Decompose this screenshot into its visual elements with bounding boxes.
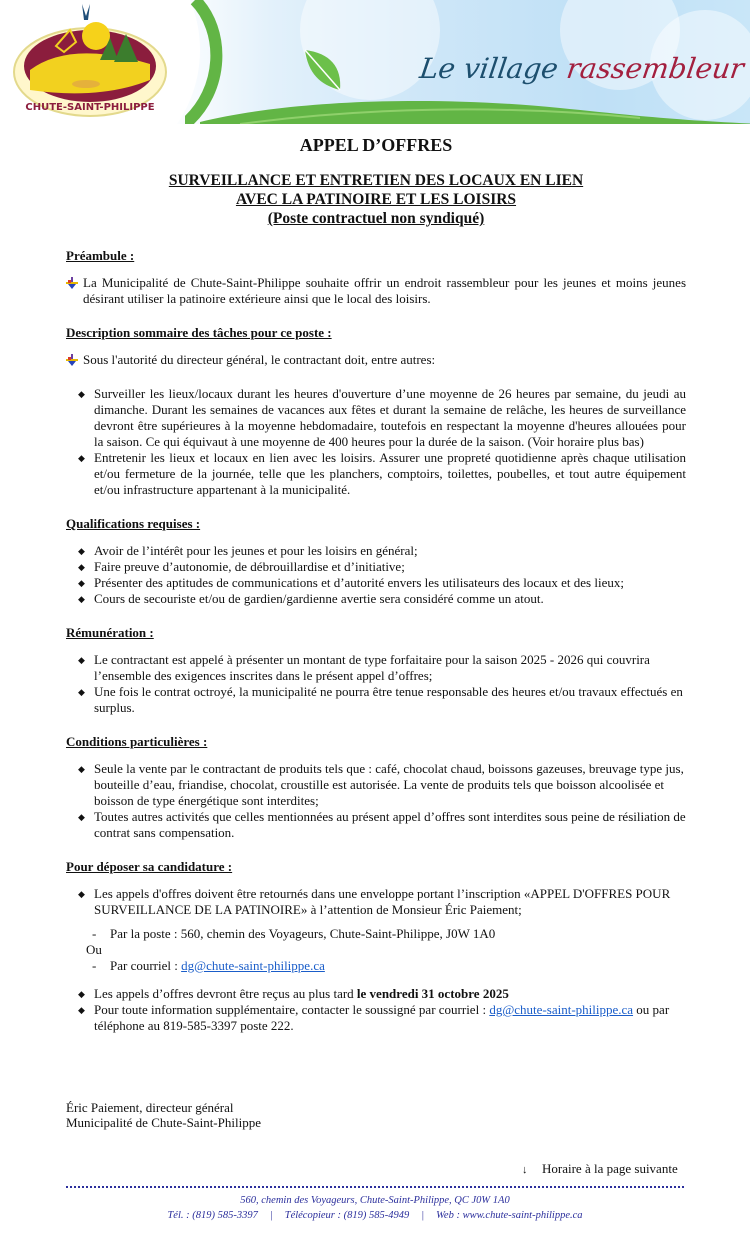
diamond-bullet-icon: ◆	[78, 889, 85, 899]
list-item: ◆ Présenter des aptitudes de communications et d’autorité envers les utilisateurs des locaux et des lieux;	[78, 575, 624, 590]
diamond-bullet-icon: ◆	[78, 812, 85, 822]
list-item: ◆ Entretenir les lieux et locaux en lien avec les loisirs. Assurer une propreté quotidienne après chaque utilisation et/ou fermeture de la journée, telle que les planchers, comptoirs, toilettes, poubelles, et tout autre équipement et/ou infrastructure appartenant à la municipalité.	[78, 450, 686, 497]
candidature-list	[78, 886, 686, 918]
document-body	[66, 130, 686, 1034]
arrow-bullet-icon	[66, 275, 83, 307]
info-email-link[interactable]: dg@chute-saint-philippe.ca	[489, 1002, 634, 1017]
subtitle-line-3: (Poste contractuel non syndiqué)	[267, 210, 485, 227]
footer-address: 560, chemin des Voyageurs, Chute-Saint-Philippe, QC J0W 1A0	[240, 1195, 510, 1206]
diamond-bullet-icon: ◆	[78, 389, 85, 399]
list-item: ◆ Les appels d'offres doivent être retournés dans une enveloppe portant l’inscription «APPEL D'OFFRES POUR SURVEILLANCE DE LA PATINOIRE» à l’attention de Monsieur Éric Paiement;	[78, 886, 671, 917]
footer-fax: Télécopieur : (819) 585-4949	[284, 1210, 410, 1221]
list-item: ◆ Avoir de l’intérêt pour les jeunes et pour les loisirs en général;	[78, 543, 418, 558]
submission-or: Ou	[86, 942, 102, 957]
leaf-icon	[300, 45, 350, 95]
diamond-bullet-icon: ◆	[78, 1005, 85, 1015]
subtitle-line-1: SURVEILLANCE ET ENTRETIEN DES LOCAUX EN LIEN	[168, 172, 584, 189]
diamond-bullet-icon: ◆	[78, 546, 85, 556]
section-heading-candidature: Pour déposer sa candidature :	[66, 859, 233, 874]
section-heading-remuneration: Rémunération :	[66, 625, 154, 640]
list-item: ◆ Une fois le contrat octroyé, la municipalité ne pourra être tenue responsable des heures et/ou travaux effectués en surplus.	[78, 684, 683, 715]
footer-divider	[66, 1186, 684, 1188]
deadline-list	[78, 986, 686, 1034]
list-item: ◆ Seule la vente par le contractant de produits tels que : café, chocolat chaud, boissons gazeuses, breuvage type jus, bouteille d’eau, friandise, chocolat, croustille est autorisée. La vente de produits tels que boisson alcoolisée et boisson de type énergétique sont interdites;	[78, 761, 684, 808]
section-heading-qualifications: Qualifications requises :	[66, 516, 201, 531]
signature-organization: Municipalité de Chute-Saint-Philippe	[66, 1115, 261, 1130]
list-item: ◆ Surveiller les lieux/locaux durant les heures d'ouverture d’une moyenne de 26 heures par semaine, du jeudi au dimanche. Durant les semaines de vacances aux fêtes et durant la semaine de relâche, les heures de surveillance devront être supérieures à la moyenne hebdomadaire, toutefois en respectant la moyenne d'heures allouées pour la saison. Ce qui équivaut à une moyenne de 400 heures pour la durée de la saison. (Voir horaire plus bas)	[78, 386, 686, 449]
subtitle-line-2: AVEC LA PATINOIRE ET LES LOISIRS	[235, 191, 517, 208]
diamond-bullet-icon: ◆	[78, 764, 85, 774]
diamond-bullet-icon: ◆	[78, 562, 85, 572]
signature-block	[66, 1100, 261, 1130]
remuneration-list	[78, 652, 686, 716]
qualifications-list	[78, 543, 686, 607]
footer	[66, 1193, 684, 1223]
section-heading-preambule: Préambule :	[66, 248, 135, 263]
submission-by-mail: - Par la poste : 560, chemin des Voyageurs, Chute-Saint-Philippe, J0W 1A0	[92, 926, 496, 941]
footer-phone: Tél. : (819) 585-3397	[167, 1210, 258, 1221]
diamond-bullet-icon: ◆	[78, 687, 85, 697]
municipal-logo	[10, 0, 170, 118]
diamond-bullet-icon: ◆	[78, 453, 85, 463]
diamond-bullet-icon: ◆	[78, 655, 85, 665]
list-item: ◆ Faire preuve d’autonomie, de débrouillardise et d’initiative;	[78, 559, 405, 574]
svg-text:CHUTE-SAINT-PHILIPPE: CHUTE-SAINT-PHILIPPE	[25, 102, 155, 113]
green-swoosh-icon	[200, 94, 750, 124]
next-page-text: Horaire à la page suivante	[542, 1161, 678, 1176]
list-item: ◆ Toutes autres activités que celles mentionnées au présent appel d’offres sont interdites sous peine de résiliation de contrat sans compensation.	[78, 809, 686, 840]
list-item: ◆ Cours de secouriste et/ou de gardien/gardienne avertie sera considéré comme un atout.	[78, 591, 544, 606]
section-heading-description: Description sommaire des tâches pour ce poste :	[66, 325, 332, 340]
submission-by-email: - Par courriel : dg@chute-saint-philippe.ca	[92, 958, 325, 973]
green-arc-icon	[185, 0, 255, 124]
slogan-part-1: Le village	[417, 52, 570, 85]
description-list	[78, 386, 686, 498]
description-intro-text: Sous l'autorité du directeur général, le contractant doit, entre autres:	[83, 352, 436, 367]
arrow-down-icon: ↓	[522, 1164, 528, 1176]
header-banner	[0, 0, 750, 124]
diamond-bullet-icon: ◆	[78, 594, 85, 604]
preambule-paragraph	[66, 275, 686, 307]
page-subtitle	[66, 171, 686, 228]
page-title: APPEL D’OFFRES	[299, 135, 453, 155]
list-item: ◆ Les appels d’offres devront être reçus au plus tard le vendredi 31 octobre 2025	[78, 986, 509, 1001]
slogan	[418, 52, 746, 85]
footer-web[interactable]: Web : www.chute-saint-philippe.ca	[436, 1210, 583, 1221]
arrow-bullet-icon	[66, 352, 83, 370]
conditions-list	[78, 761, 686, 841]
submission-methods	[86, 926, 686, 974]
email-link[interactable]: dg@chute-saint-philippe.ca	[181, 958, 325, 973]
slogan-part-2: rassembleur	[564, 52, 746, 85]
diamond-bullet-icon: ◆	[78, 989, 85, 999]
section-heading-conditions: Conditions particulières :	[66, 734, 208, 749]
list-item: ◆ Le contractant est appelé à présenter un montant de type forfaitaire pour la saison 2025 - 2026 qui couvrira l’ensemble des exigences inscrites dans le présent appel d’offres;	[78, 652, 650, 683]
deadline-date: le vendredi 31 octobre 2025	[356, 986, 509, 1001]
diamond-bullet-icon: ◆	[78, 578, 85, 588]
preambule-text: La Municipalité de Chute-Saint-Philippe souhaite offrir un endroit rassembleur pour les jeunes et moins jeunes désirant utiliser la patinoire extérieure ainsi que le local des loisirs.	[83, 275, 686, 306]
next-page-note	[522, 1161, 678, 1177]
signature-name: Éric Paiement, directeur général	[66, 1100, 234, 1115]
footer-contacts: Tél. : (819) 585-3397 | Télécopieur : (819) 585-4949 | Web : www.chute-saint-philippe.ca	[167, 1210, 583, 1221]
list-item: ◆ Pour toute information supplémentaire, contacter le soussigné par courriel : dg@chute-saint-philippe.ca ou par téléphone au 819-585-3397 poste 222.	[78, 1002, 670, 1033]
description-intro	[66, 352, 686, 370]
